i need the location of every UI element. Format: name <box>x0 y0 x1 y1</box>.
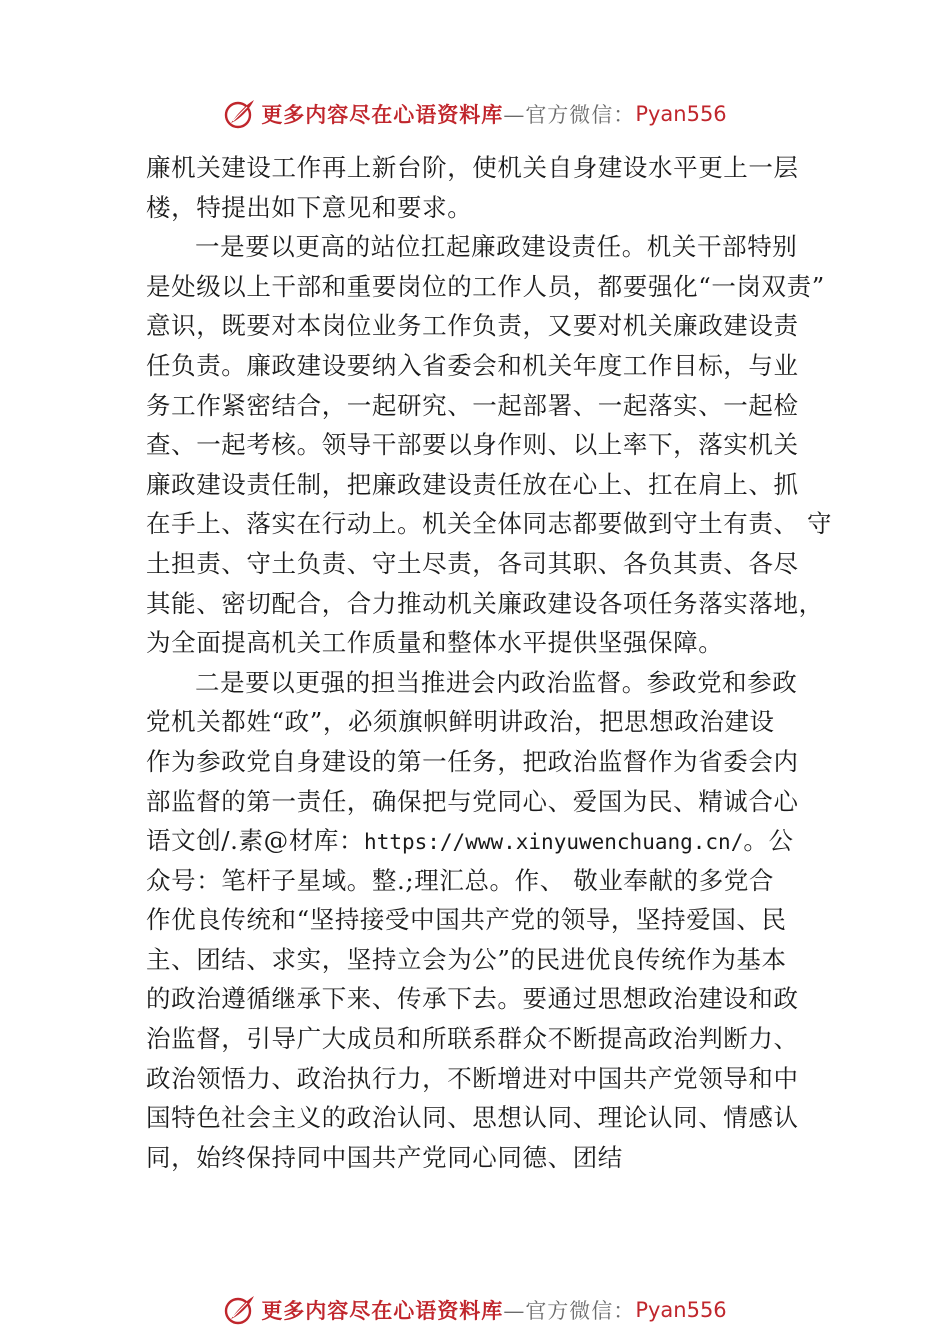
paragraph-line: 在手上、落实在行动上。机关全体同志都要做到守土有责、 守 <box>146 509 833 539</box>
banner-brand-text: 更多内容尽在心语资料库 <box>261 1298 504 1323</box>
source-suffix: 。公 <box>743 826 794 856</box>
paragraph-line: 治监督，引导广大成员和所联系群众不断提高政治判断力、 <box>146 1024 799 1054</box>
paragraph-line: 众号：笔杆子星域。整.;理汇总。作、 敬业奉献的多党合 <box>146 865 775 895</box>
paragraph-line: 的政治遵循继承下来、传承下去。要通过思想政治建设和政 <box>146 984 799 1014</box>
paragraph-line: 土担责、守土负责、守土尽责，各司其职、各负其责、各尽 <box>146 548 799 578</box>
header-watermark-banner <box>0 94 950 134</box>
source-url-link[interactable]: https://www.xinyuwenchuang.cn/ <box>364 830 744 855</box>
paragraph-line: 作优良传统和“坚持接受中国共产党的领导，坚持爱国、民 <box>146 905 787 935</box>
paragraph-line: 同，始终保持同中国共产党同心同德、团结 <box>146 1142 623 1172</box>
feather-quill-logo-icon <box>223 1293 257 1327</box>
paragraph-line: 务工作紧密结合，一起研究、一起部署、一起落实、一起检 <box>146 390 799 420</box>
paragraph-line: 主、团结、求实，坚持立会为公”的民进优良传统作为基本 <box>146 944 787 974</box>
banner-separator-text: —官方微信： <box>503 1299 636 1323</box>
document-body <box>146 148 833 1177</box>
source-line <box>146 821 826 861</box>
paragraph-line: 作为参政党自身建设的第一任务，把政治监督作为省委会内 <box>146 746 799 776</box>
paragraph-line: 为全面提高机关工作质量和整体水平提供坚强保障。 <box>146 628 724 658</box>
paragraph-line: 其能、密切配合，合力推动机关廉政建设各项任务落实落地， <box>146 588 824 618</box>
paragraph-line: 二是要以更强的担当推进会内政治监督。参政党和参政 <box>195 667 798 697</box>
paragraph-line: 意识，既要对本岗位业务工作负责，又要对机关廉政建设责 <box>146 311 799 341</box>
footer-watermark-banner <box>0 1290 950 1330</box>
paragraph-line: 一是要以更高的站位扛起廉政建设责任。机关干部特别 <box>195 232 798 262</box>
banner-brand-text: 更多内容尽在心语资料库 <box>261 102 504 127</box>
paragraph-line: 国特色社会主义的政治认同、思想认同、理论认同、情感认 <box>146 1103 799 1133</box>
paragraph-line: 政治领悟力、政治执行力，不断增进对中国共产党领导和中 <box>146 1063 799 1093</box>
paragraph-line: 党机关都姓“政”，必须旗帜鲜明讲政治，把思想政治建设 <box>146 707 775 737</box>
feather-quill-logo-icon <box>223 97 257 131</box>
paragraph-line: 任负责。廉政建设要纳入省委会和机关年度工作目标，与业 <box>146 350 799 380</box>
paragraph-line: 廉机关建设工作再上新台阶，使机关自身建设水平更上一层 <box>146 153 799 182</box>
source-prefix: 语文创/.素@材库： <box>146 826 365 856</box>
paragraph-line: 部监督的第一责任，确保把与党同心、爱国为民、精诚合心 <box>146 786 799 816</box>
paragraph-line: 楼，特提出如下意见和要求。 <box>146 192 473 222</box>
banner-separator-text: —官方微信： <box>503 103 636 127</box>
banner-wechat-handle: Pyan556 <box>635 102 727 126</box>
paragraph-line: 廉政建设责任制，把廉政建设责任放在心上、扛在肩上、抓 <box>146 469 799 499</box>
banner-wechat-handle: Pyan556 <box>635 1298 727 1322</box>
paragraph-line: 是处级以上干部和重要岗位的工作人员，都要强化“一岗双责” <box>146 271 825 301</box>
paragraph-line: 查、一起考核。领导干部要以身作则、以上率下，落实机关 <box>146 430 799 460</box>
